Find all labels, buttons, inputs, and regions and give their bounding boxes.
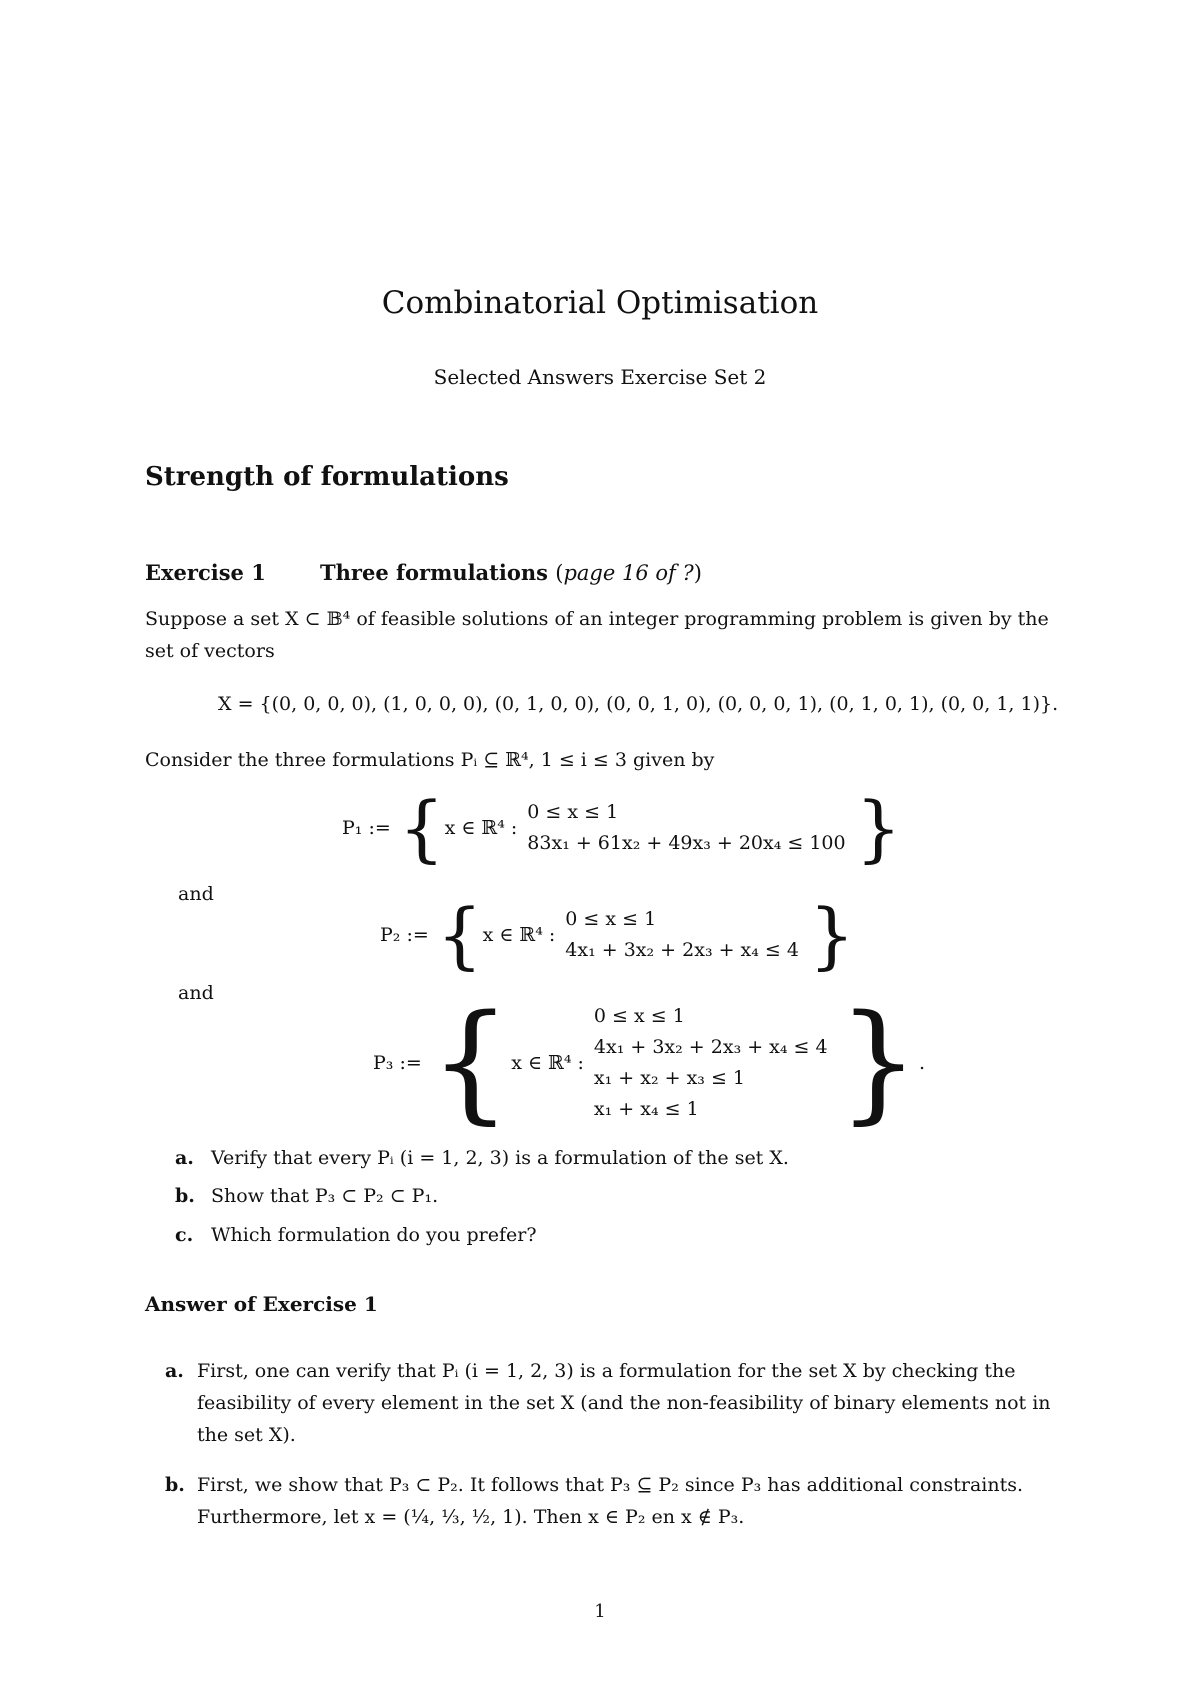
answer-a-line2: feasibility of every element in the set X (and the non-feasibility of binary elements not in (197, 1392, 1051, 1414)
exercise-title-wrap (320, 560, 702, 585)
left-brace-icon: { (436, 893, 483, 977)
formulation-p3 (373, 988, 926, 1137)
question-c (175, 1224, 537, 1246)
answer-a-label: a. (165, 1360, 184, 1382)
p3-lhs: P₃ := (373, 1052, 422, 1074)
exercise-intro-line1: Suppose a set X ⊂ 𝔹⁴ of feasible solutions of an integer programming problem is given by the (145, 608, 1049, 630)
p2-constraint-2: 4x₁ + 3x₂ + 2x₃ + x₄ ≤ 4 (565, 939, 799, 961)
question-b-label: b. (175, 1185, 195, 1207)
question-c-text: Which formulation do you prefer? (211, 1224, 537, 1246)
page-number: 1 (594, 1601, 606, 1622)
left-brace-icon: { (429, 988, 512, 1137)
question-b (175, 1185, 438, 1207)
answer-a (165, 1355, 1070, 1451)
answer-a-line3: the set X). (197, 1424, 296, 1446)
exercise-title: Three formulations (320, 560, 548, 585)
answer-b-line1: First, we show that P₃ ⊂ P₂. It follows that P₃ ⊆ P₂ since P₃ has additional constraints. (197, 1474, 1024, 1496)
p2-lhs: P₂ := (380, 924, 429, 946)
exercise-intro (145, 603, 1065, 667)
question-a-text: Verify that every Pᵢ (i = 1, 2, 3) is a formulation of the set X. (211, 1147, 789, 1169)
p2-constraint-1: 0 ≤ x ≤ 1 (565, 908, 657, 930)
p3-constraint-1: 0 ≤ x ≤ 1 (593, 1005, 685, 1027)
p3-domain: x ∈ ℝ⁴ : (511, 1052, 584, 1074)
p1-lhs: P₁ := (342, 817, 391, 839)
right-brace-icon: } (808, 893, 855, 977)
exercise-intro-line2: set of vectors (145, 640, 275, 662)
section-heading: Strength of formulations (145, 462, 509, 492)
exercise-heading (145, 560, 702, 585)
p1-constraints (527, 797, 845, 859)
answer-a-line1: First, one can verify that Pᵢ (i = 1, 2, 3) is a formulation for the set X by checking the (197, 1360, 1016, 1382)
p3-constraint-4: x₁ + x₄ ≤ 1 (593, 1098, 699, 1120)
right-brace-icon: } (855, 786, 902, 870)
answer-b (165, 1469, 1070, 1533)
consider-sentence: Consider the three formulations Pᵢ ⊆ ℝ⁴, 1 ≤ i ≤ 3 given by (145, 749, 715, 771)
question-b-text: Show that P₃ ⊂ P₂ ⊂ P₁. (211, 1185, 439, 1207)
and-label-2: and (178, 982, 214, 1004)
p3-constraint-2: 4x₁ + 3x₂ + 2x₃ + x₄ ≤ 4 (593, 1036, 828, 1058)
set-x-definition: X = {(0, 0, 0, 0), (1, 0, 0, 0), (0, 1, 0, 0), (0, 0, 1, 0), (0, 0, 0, 1), (0, 1, 0, 1), (0, 0, 1, 1)}. (218, 693, 1059, 715)
answer-a-body (197, 1355, 1070, 1451)
question-a (175, 1147, 789, 1169)
p1-domain: x ∈ ℝ⁴ : (444, 817, 518, 839)
answer-b-label: b. (165, 1474, 185, 1496)
p2-constraints (565, 904, 799, 966)
answer-b-body (197, 1469, 1070, 1533)
p3-constraint-3: x₁ + x₂ + x₃ ≤ 1 (593, 1067, 746, 1089)
p1-constraint-2: 83x₁ + 61x₂ + 49x₃ + 20x₄ ≤ 100 (527, 832, 846, 854)
document-title: Combinatorial Optimisation (381, 285, 819, 321)
answer-heading: Answer of Exercise 1 (145, 1292, 378, 1316)
right-brace-icon: } (837, 988, 920, 1137)
p3-trailing: . (919, 1052, 926, 1074)
answer-b-line2: Furthermore, let x = (¼, ⅓, ½, 1). Then x ∈ P₂ en x ∉ P₃. (197, 1506, 745, 1528)
question-a-label: a. (175, 1147, 194, 1169)
document-subtitle: Selected Answers Exercise Set 2 (433, 365, 767, 389)
left-brace-icon: { (398, 786, 445, 870)
and-label-1: and (178, 883, 214, 905)
formulation-p2 (380, 893, 855, 977)
p1-constraint-1: 0 ≤ x ≤ 1 (527, 801, 619, 823)
formulation-p1 (342, 786, 902, 870)
p2-domain: x ∈ ℝ⁴ : (482, 924, 556, 946)
question-c-label: c. (175, 1224, 194, 1246)
exercise-page-note: page 16 of ? (563, 561, 694, 585)
exercise-note: (page 16 of ?) (555, 561, 702, 585)
p3-constraints (594, 1001, 828, 1125)
exercise-number: Exercise 1 (145, 560, 266, 585)
